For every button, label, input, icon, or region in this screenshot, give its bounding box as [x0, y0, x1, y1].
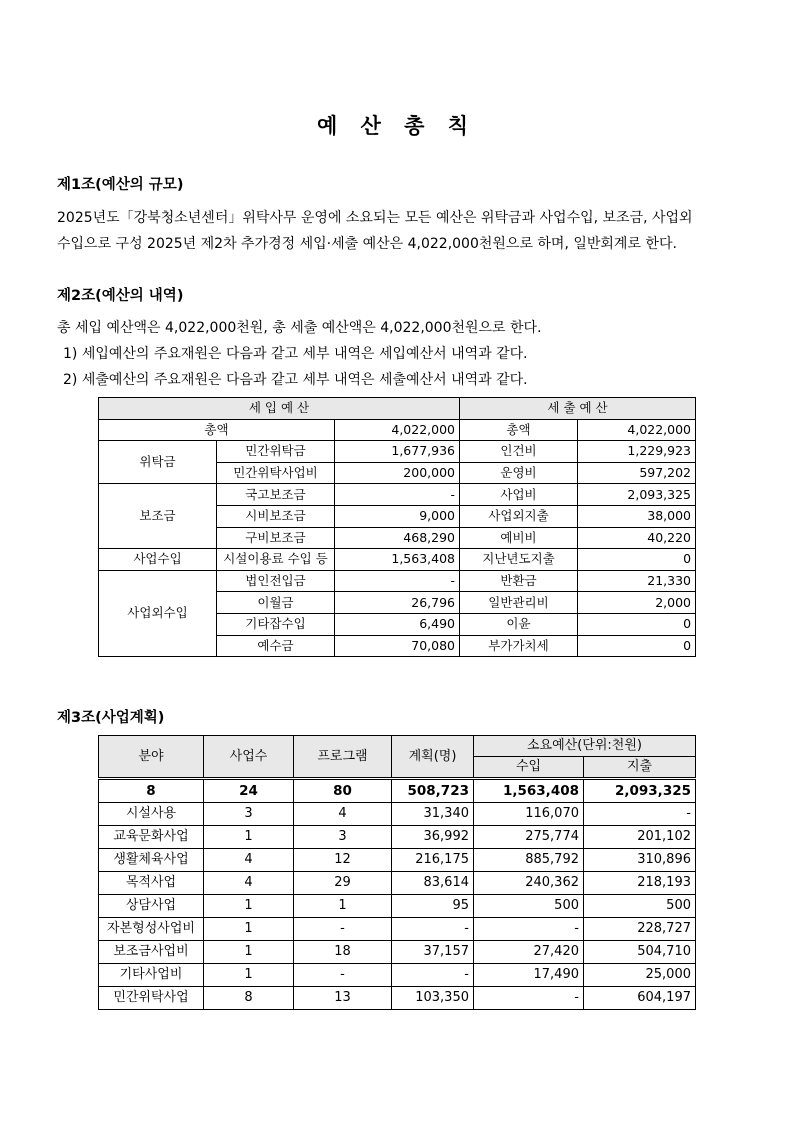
revenue-item-value: - — [335, 484, 460, 506]
plan-row — [99, 918, 696, 941]
plan-cell-planned: 103,350 — [392, 987, 474, 1010]
plan-body — [99, 779, 696, 1010]
article1-line2: 수입으로 구성 2025년 제2차 추가경정 세입·세출 예산은 4,022,000천원으로 하며, 일반회계로 한다. — [57, 236, 677, 252]
budget-table — [98, 397, 696, 657]
plan-cell-planned: 216,175 — [392, 849, 474, 872]
expense-item-label: 인건비 — [460, 441, 578, 463]
plan-header-expense: 지출 — [584, 757, 696, 779]
article1-paragraph — [57, 205, 747, 257]
plan-cell-count: 1 — [204, 918, 294, 941]
plan-cell-planned: 37,157 — [392, 941, 474, 964]
plan-cell-income: 17,490 — [474, 964, 584, 987]
revenue-header: 세 입 예 산 — [99, 398, 460, 420]
plan-cell-program: - — [294, 918, 392, 941]
plan-total-income: 1,563,408 — [474, 779, 584, 803]
plan-header-field: 분야 — [99, 736, 204, 779]
article3-heading: 제3조(사업계획) — [57, 710, 165, 726]
revenue-item-label: 민간위탁사업비 — [217, 462, 335, 484]
article1-line1: 2025년도「강북청소년센터」위탁사무 운영에 소요되는 모든 예산은 위탁금과 사업수입, 보조금, 사업외 — [57, 210, 693, 226]
plan-header-program: 프로그램 — [294, 736, 392, 779]
plan-cell-count: 3 — [204, 803, 294, 826]
revenue-item-value: 6,490 — [335, 613, 460, 635]
plan-cell-program: 1 — [294, 895, 392, 918]
expense-item-value: 21,330 — [578, 570, 696, 592]
plan-cell-field: 민간위탁사업 — [99, 987, 204, 1010]
revenue-total-value: 4,022,000 — [335, 419, 460, 441]
plan-cell-field: 시설사용 — [99, 803, 204, 826]
plan-cell-count: 1 — [204, 941, 294, 964]
plan-cell-planned: 95 — [392, 895, 474, 918]
expense-item-label: 사업외지출 — [460, 505, 578, 527]
revenue-item-value: 70,080 — [335, 635, 460, 657]
plan-total-expense: 2,093,325 — [584, 779, 696, 803]
plan-cell-expense: - — [584, 803, 696, 826]
plan-row — [99, 941, 696, 964]
budget-row — [99, 484, 696, 506]
plan-header-count: 사업수 — [204, 736, 294, 779]
plan-cell-program: 4 — [294, 803, 392, 826]
expense-total-value: 4,022,000 — [578, 419, 696, 441]
revenue-group-label: 사업외수입 — [99, 570, 217, 656]
plan-cell-program: 29 — [294, 872, 392, 895]
plan-cell-expense: 25,000 — [584, 964, 696, 987]
expense-item-value: 2,093,325 — [578, 484, 696, 506]
expense-item-value: 1,229,923 — [578, 441, 696, 463]
plan-total-planned: 508,723 — [392, 779, 474, 803]
expense-item-value: 0 — [578, 635, 696, 657]
plan-cell-expense: 201,102 — [584, 826, 696, 849]
plan-cell-income: 240,362 — [474, 872, 584, 895]
plan-cell-program: 13 — [294, 987, 392, 1010]
budget-row — [99, 549, 696, 571]
expense-item-value: 0 — [578, 549, 696, 571]
article2-line1: 총 세입 예산액은 4,022,000천원, 총 세출 예산액은 4,022,000천원으로 한다. — [57, 320, 542, 336]
plan-cell-field: 상담사업 — [99, 895, 204, 918]
plan-cell-expense: 310,896 — [584, 849, 696, 872]
revenue-item-value: 1,677,936 — [335, 441, 460, 463]
plan-row — [99, 987, 696, 1010]
plan-row — [99, 964, 696, 987]
plan-cell-planned: - — [392, 918, 474, 941]
plan-cell-count: 1 — [204, 964, 294, 987]
plan-cell-program: 12 — [294, 849, 392, 872]
plan-cell-expense: 604,197 — [584, 987, 696, 1010]
plan-cell-field: 기타사업비 — [99, 964, 204, 987]
revenue-item-value: 26,796 — [335, 592, 460, 614]
expense-item-label: 예비비 — [460, 527, 578, 549]
revenue-item-value: 9,000 — [335, 505, 460, 527]
plan-cell-income: - — [474, 918, 584, 941]
plan-cell-field: 생활체육사업 — [99, 849, 204, 872]
plan-cell-expense: 218,193 — [584, 872, 696, 895]
expense-item-label: 부가가치세 — [460, 635, 578, 657]
plan-cell-count: 4 — [204, 849, 294, 872]
plan-cell-income: 27,420 — [474, 941, 584, 964]
article2-item2: 2) 세출예산의 주요재원은 다음과 같고 세부 내역은 세출예산서 내역과 같다. — [63, 372, 528, 388]
plan-cell-program: 3 — [294, 826, 392, 849]
plan-cell-field: 보조금사업비 — [99, 941, 204, 964]
plan-cell-count: 1 — [204, 895, 294, 918]
expense-header: 세 출 예 산 — [460, 398, 696, 420]
expense-total-label: 총액 — [460, 419, 578, 441]
plan-cell-income: 500 — [474, 895, 584, 918]
revenue-item-label: 시설이용료 수입 등 — [217, 549, 335, 571]
revenue-item-label: 시비보조금 — [217, 505, 335, 527]
plan-cell-planned: 36,992 — [392, 826, 474, 849]
plan-cell-planned: 83,614 — [392, 872, 474, 895]
plan-row — [99, 803, 696, 826]
plan-cell-planned: 31,340 — [392, 803, 474, 826]
revenue-total-label: 총액 — [99, 419, 335, 441]
plan-total-row — [99, 779, 696, 803]
plan-cell-field: 자본형성사업비 — [99, 918, 204, 941]
plan-cell-expense: 500 — [584, 895, 696, 918]
revenue-item-value: 1,563,408 — [335, 549, 460, 571]
plan-cell-count: 1 — [204, 826, 294, 849]
revenue-group-label: 위탁금 — [99, 441, 217, 484]
revenue-item-label: 기타잡수입 — [217, 613, 335, 635]
budget-total-row — [99, 419, 696, 441]
revenue-item-label: 국고보조금 — [217, 484, 335, 506]
plan-cell-field: 교육문화사업 — [99, 826, 204, 849]
plan-header-income: 수입 — [474, 757, 584, 779]
plan-cell-count: 4 — [204, 872, 294, 895]
expense-item-label: 사업비 — [460, 484, 578, 506]
revenue-item-value: - — [335, 570, 460, 592]
budget-row — [99, 441, 696, 463]
expense-item-value: 38,000 — [578, 505, 696, 527]
plan-cell-income: 885,792 — [474, 849, 584, 872]
plan-cell-income: 116,070 — [474, 803, 584, 826]
plan-cell-program: 18 — [294, 941, 392, 964]
expense-item-value: 40,220 — [578, 527, 696, 549]
expense-item-label: 운영비 — [460, 462, 578, 484]
plan-cell-income: - — [474, 987, 584, 1010]
expense-item-value: 0 — [578, 613, 696, 635]
revenue-item-label: 구비보조금 — [217, 527, 335, 549]
article1-heading: 제1조(예산의 규모) — [57, 177, 184, 193]
plan-cell-expense: 504,710 — [584, 941, 696, 964]
article2-heading: 제2조(예산의 내역) — [57, 288, 184, 304]
plan-total-program: 80 — [294, 779, 392, 803]
plan-cell-income: 275,774 — [474, 826, 584, 849]
revenue-group-label: 사업수입 — [99, 549, 217, 571]
plan-total-count: 24 — [204, 779, 294, 803]
revenue-item-label: 민간위탁금 — [217, 441, 335, 463]
plan-cell-expense: 228,727 — [584, 918, 696, 941]
plan-row — [99, 872, 696, 895]
revenue-item-label: 이월금 — [217, 592, 335, 614]
expense-item-label: 일반관리비 — [460, 592, 578, 614]
expense-item-label: 이윤 — [460, 613, 578, 635]
expense-item-label: 반환금 — [460, 570, 578, 592]
plan-cell-planned: - — [392, 964, 474, 987]
revenue-item-label: 법인전입금 — [217, 570, 335, 592]
plan-header-budget: 소요예산(단위:천원) — [474, 736, 696, 757]
revenue-item-value: 200,000 — [335, 462, 460, 484]
plan-table — [98, 735, 696, 1010]
expense-item-value: 597,202 — [578, 462, 696, 484]
article2-item1: 1) 세입예산의 주요재원은 다음과 같고 세부 내역은 세입예산서 내역과 같다. — [63, 346, 528, 362]
budget-body — [99, 419, 696, 657]
plan-row — [99, 895, 696, 918]
budget-row — [99, 570, 696, 592]
revenue-group-label: 보조금 — [99, 484, 217, 549]
plan-row — [99, 849, 696, 872]
page-title: 예 산 총 칙 — [316, 114, 477, 138]
plan-header-planned: 계획(명) — [392, 736, 474, 779]
plan-cell-count: 8 — [204, 987, 294, 1010]
expense-item-label: 지난년도지출 — [460, 549, 578, 571]
revenue-item-value: 468,290 — [335, 527, 460, 549]
plan-total-field: 8 — [99, 779, 204, 803]
plan-row — [99, 826, 696, 849]
revenue-item-label: 예수금 — [217, 635, 335, 657]
expense-item-value: 2,000 — [578, 592, 696, 614]
plan-cell-program: - — [294, 964, 392, 987]
plan-cell-field: 목적사업 — [99, 872, 204, 895]
